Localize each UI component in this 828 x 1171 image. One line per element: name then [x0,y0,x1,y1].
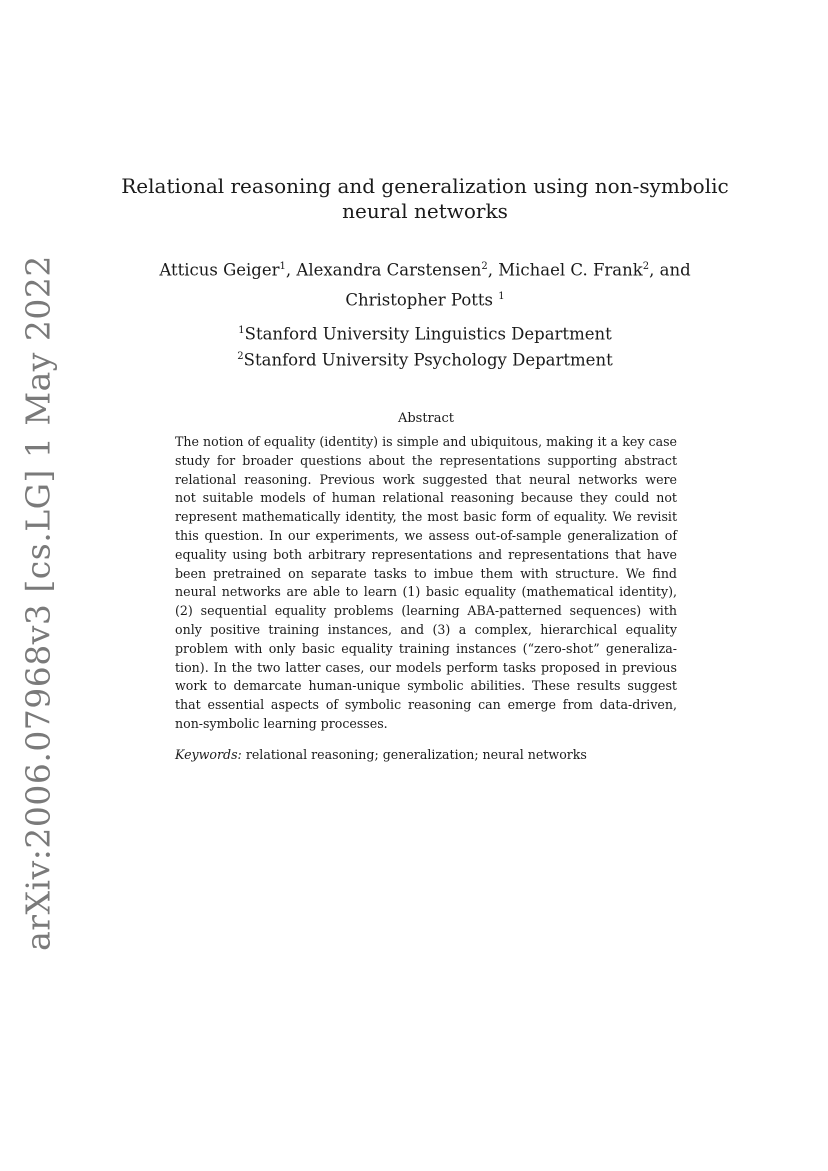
affiliation: $^2$Stanford University Psychology Department [237,350,613,369]
author-name: Christopher Potts [345,290,493,309]
paper-title [100,174,750,224]
author-name: Atticus Geiger [159,260,280,280]
abstract-line: represent mathematically identity, the most basic form of equality. We revisit [175,509,677,525]
author-name: Michael C. Frank [498,260,643,280]
author-affiliation-mark: 2 [481,261,488,272]
abstract-line: neural networks are able to learn (1) basic equality (mathematical identity), [175,584,677,600]
abstract-line: work to demarcate human-unique symbolic abilities. These results suggest [175,678,677,694]
author-name: Alexandra Carstensen [296,260,482,280]
abstract-line: non-symbolic learning processes. [175,715,388,731]
title-line: neural networks [342,199,508,223]
abstract-line: The notion of equality (identity) is simple and ubiquitous, making it a key case [175,434,677,449]
abstract-line: tion). In the two latter cases, our models perform tasks proposed in previous [175,659,677,675]
keywords-text: relational reasoning; generalization; neural networks [245,747,587,762]
abstract-line: not suitable models of human relational reasoning because they could not [175,490,677,506]
arxiv-identifier: arXiv:2006.07968v3 [cs.LG] 1 May 2022 [18,255,58,951]
author-affiliation-mark: 2 [642,261,650,272]
author-line [100,284,750,314]
abstract-line: problem with only basic equality training instances (“zero-shot” generaliza- [175,640,677,656]
abstract-line: study for broader questions about the representations supporting abstract [175,452,677,468]
abstract-line: (2) sequential equality problems (learning ABA-patterned sequences) with [175,603,677,619]
abstract-line: this question. In our experiments, we assess out-of-sample generalization of [175,527,677,543]
author-affiliation-mark: 1 [279,261,286,272]
affiliation-list [100,320,750,371]
keywords-label: Keywords: [175,747,242,762]
abstract-heading: Abstract [397,411,455,426]
author-line: Atticus Geiger$^1$, Alexandra Carstensen$^2$, Michael C. Frank$^2$, and [159,260,691,280]
abstract-line: relational reasoning. Previous work suggested that neural networks were [175,471,677,487]
abstract-line: equality using both arbitrary representations and representations that have [175,546,677,562]
author-list [100,254,750,313]
affiliation: $^1$Stanford University Linguistics Department [238,324,612,344]
author-affiliation-mark: 1 [498,290,505,302]
abstract-line: been pretrained on separate tasks to imbue them with structure. We find [175,565,677,581]
abstract-line: that essential aspects of symbolic reasoning can emerge from data-driven, [175,697,677,713]
abstract-text [175,433,677,734]
abstract-line: only positive training instances, and (3) a complex, hierarchical equality [175,621,677,637]
title-line: Relational reasoning and generalization using non-symbolic [121,174,729,198]
keywords [175,747,677,762]
